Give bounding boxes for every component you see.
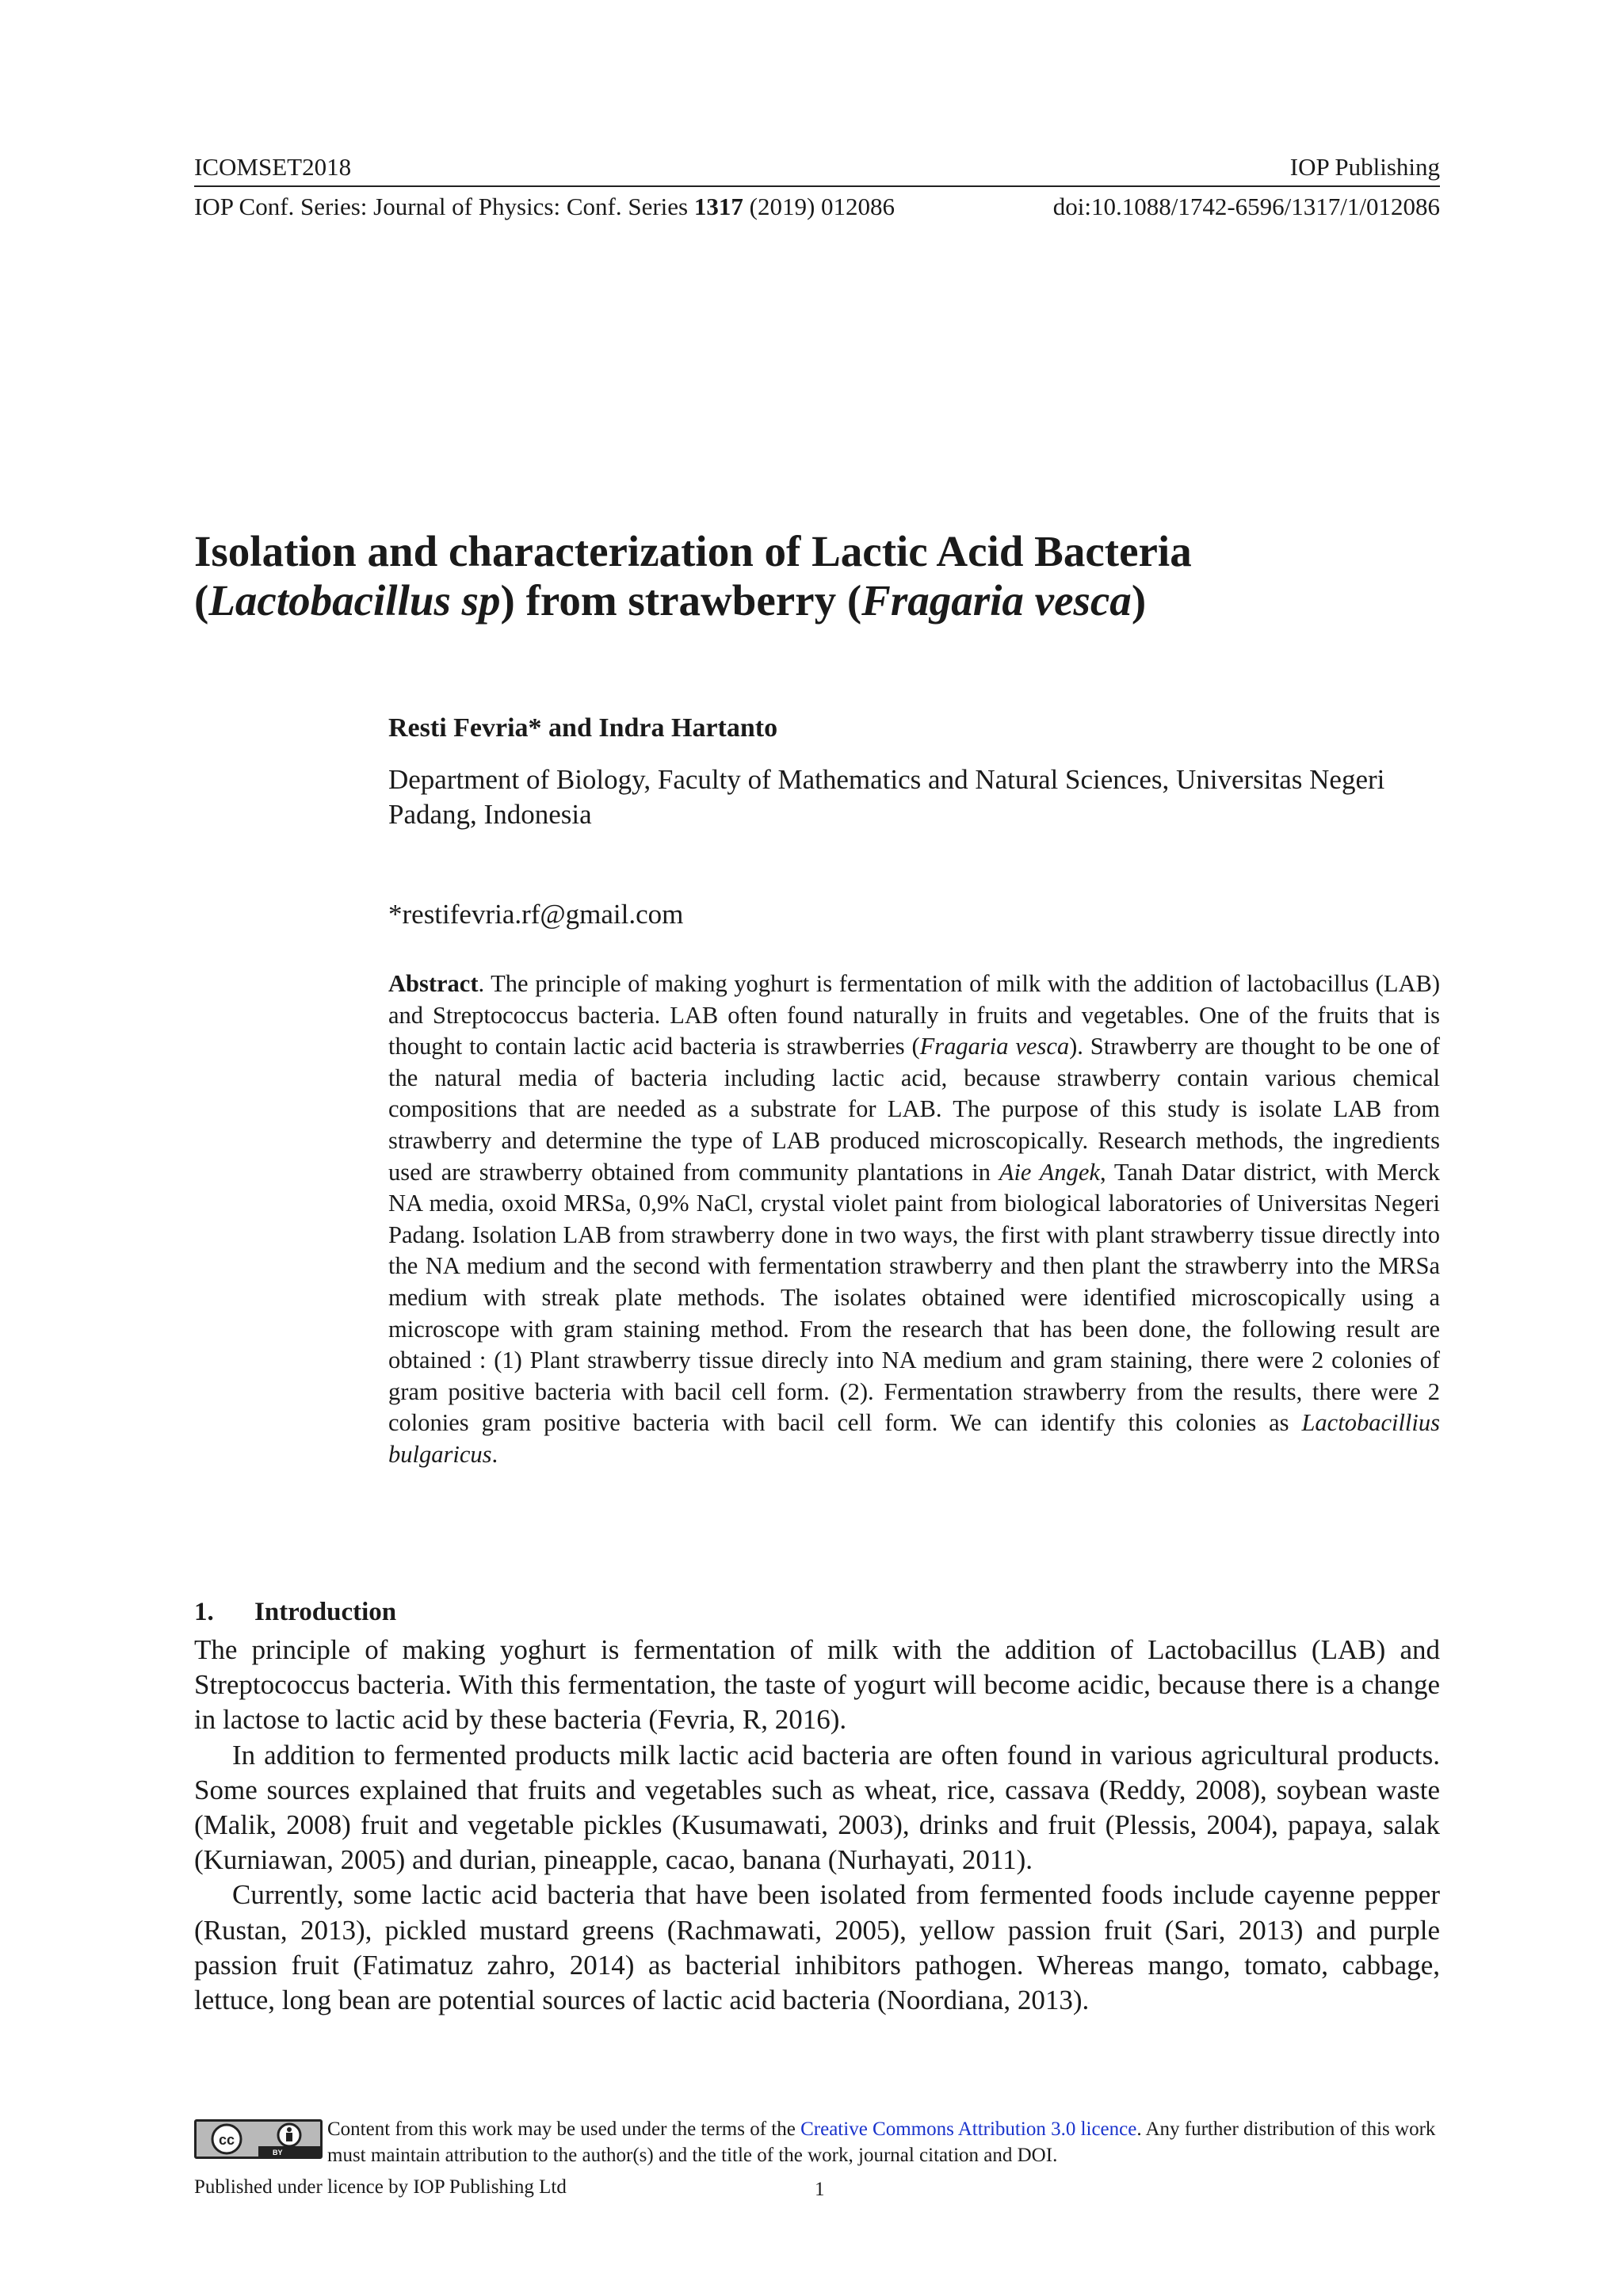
title-species: Fragaria vesca: [861, 576, 1132, 625]
by-label: BY: [273, 2149, 283, 2157]
doi: doi:10.1088/1742-6596/1317/1/012086: [1052, 193, 1440, 220]
page-number: 1: [815, 2179, 825, 2200]
license-notice: Content from this work may be used under the terms of the Creative Commons Attribution 3.0 licence. Any further distribution of this work must maintain attribution to the author(s) and the title of the work, journal citation and DOI.: [327, 2118, 1436, 2166]
paragraph: Currently, some lactic acid bacteria that have been isolated from fermented foods include cayenne pepper (Rustan, 2013), pickled mustard greens (Rachmawati, 2005), yellow passion fruit (Sari, 2013) and purple passion fruit (Fatimatuz zahro, 2014) as bacterial inhibitors pathogen. Whereas mango, tomato, cabbage, lettuce, long bean are potential sources of lactic acid bacteria (Noordiana, 2013).: [194, 1879, 1440, 2016]
corresponding-email[interactable]: *restifevria.rf@gmail.com: [388, 899, 684, 930]
affiliation: Department of Biology, Faculty of Mathematics and Natural Sciences, Universitas Negeri Padang, Indonesia: [388, 764, 1385, 830]
title-genus: Lactobacillus sp: [208, 576, 501, 625]
svg-text:cc: cc: [218, 2132, 235, 2148]
section-heading-introduction: [194, 1598, 396, 1627]
abstract: Abstract. The principle of making yoghurt is fermentation of milk with the addition of lactobacillus (LAB) and Streptococcus bacteria. LAB often found naturally in fruits and vegetables. One of the fruits that is thought to contain lactic acid bacteria is strawberries (Fragaria vesca). Strawberry are thought to be one of the natural media of bacteria including lactic acid, because strawberry contain various chemical compositions that are needed as a substrate for LAB. The purpose of this study is isolate LAB from strawberry and determine the type of LAB produced microscopically. Research methods, the ingredients used are strawberry obtained from community plantations in Aie Angek, Tanah Datar district, with Merck NA media, oxoid MRSa, 0,9% NaCl, crystal violet paint from biological laboratories of Universitas Negeri Padang. Isolation LAB from strawberry done in two ways, the first with plant strawberry tissue directly into the NA medium and the second with fermentation strawberry and then plant the strawberry into the MRSa medium with streak plate methods. The isolates obtained were identified microscopically using a microscope with gram staining method. From the research that has been done, the following result are obtained : (1) Plant strawberry tissue direcly into NA medium and gram staining, there were 2 colonies of gram positive bacteria with bacil cell form. (2). Fermentation strawberry from the results, there were 2 colonies gram positive bacteria with bacil cell form. We can identify this colonies as Lactobacillius bulgaricus.: [388, 970, 1441, 1468]
publisher-notice: Published under licence by IOP Publishing Ltd: [194, 2176, 567, 2198]
cc-by-license-badge[interactable]: [194, 2119, 323, 2159]
paper-title: [194, 527, 1462, 625]
series-suffix: (2019) 012086: [743, 193, 896, 220]
paragraph: In addition to fermented products milk lactic acid bacteria are often found in various agricultural products. Some sources explained that fruits and vegetables such as wheat, rice, cassava (Reddy, 2008), soybean waste (Malik, 2008) fruit and vegetable pickles (Kusumawati, 2003), drinks and fruit (Plessis, 2004), papaya, salak (Kurniawan, 2005) and durian, pineapple, cacao, banana (Nurhayati, 2011).: [194, 1739, 1440, 1876]
series-prefix: IOP Conf. Series: Journal of Physics: Conf. Series: [194, 193, 694, 220]
badge-bar: [258, 2146, 320, 2157]
abstract-label: Abstract: [388, 970, 479, 997]
license-link[interactable]: Creative Commons Attribution 3.0 licence: [800, 2118, 1137, 2140]
introduction-body: [194, 1633, 1440, 2018]
journal-citation: [194, 192, 895, 222]
title-line-1: Isolation and characterization of Lactic Acid Bacteria: [194, 527, 1192, 575]
paragraph: The principle of making yoghurt is fermentation of milk with the addition of Lactobacillus (LAB) and Streptococcus bacteria. With this fermentation, the taste of yogurt will become acidic, because there is a change in lactose to lactic acid by these bacteria (Fevria, R, 2016).: [194, 1634, 1440, 1736]
running-header-publisher: IOP Publishing: [1289, 153, 1440, 181]
authors: Resti Fevria* and Indra Hartanto: [388, 713, 778, 743]
title-line-2: (Lactobacillus sp) from strawberry (Fragaria vesca): [194, 576, 1147, 625]
section-title: Introduction: [254, 1598, 397, 1626]
header-rule: [194, 185, 1440, 187]
running-header-conference: ICOMSET2018: [194, 153, 352, 181]
volume-number: 1317: [693, 193, 743, 220]
section-number: 1.: [194, 1598, 214, 1626]
